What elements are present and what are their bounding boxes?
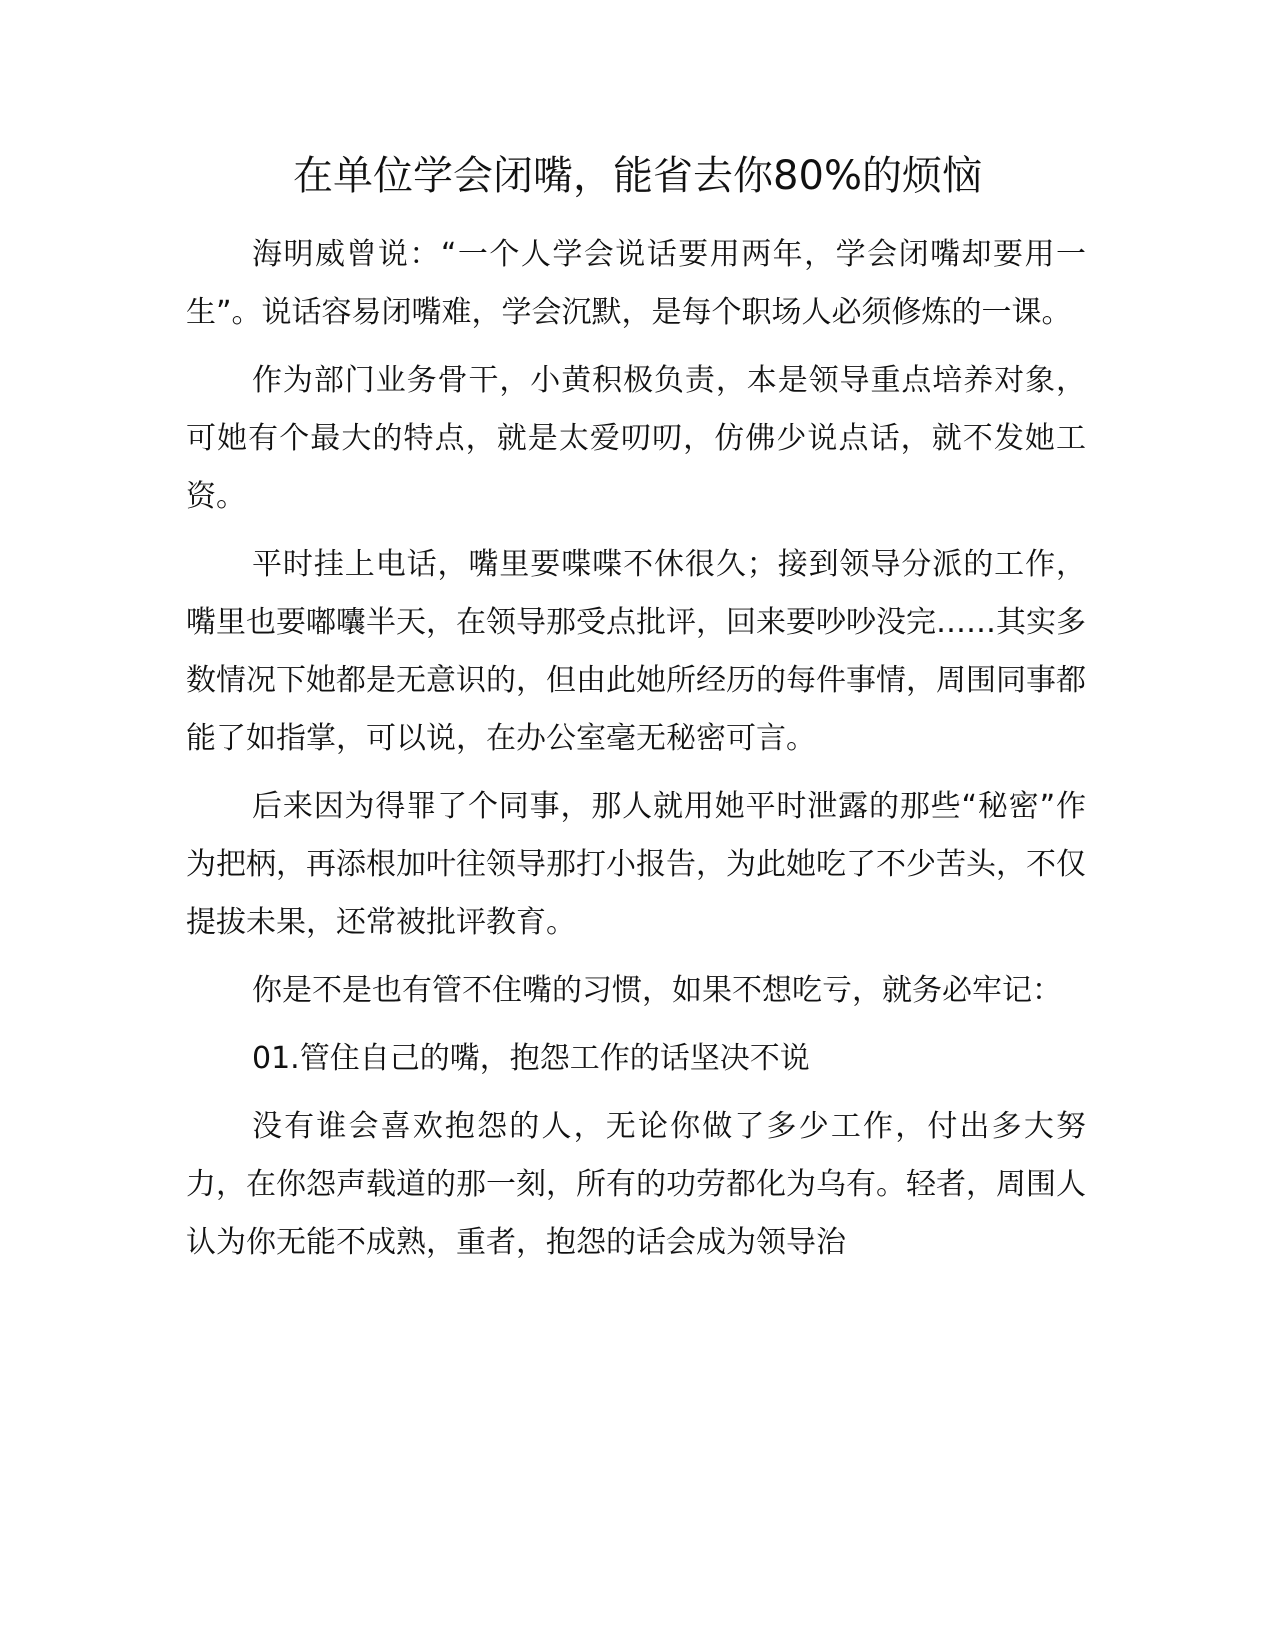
paragraph-reminder: 你是不是也有管不住嘴的习惯，如果不想吃亏，就务必牢记：: [252, 973, 1062, 1008]
paragraph-daily-chatter: 平时挂上电话，嘴里要喋喋不休很久；接到领导分派的工作，嘴里也要嘟囔半天，在领导那受点批评，回来要吵吵没完……其实多数情况下她都是无意识的，但由此她所经历的每件事情，周围同事都能了如指掌，可以说，在办公室毫无秘密可言。: [186, 547, 1086, 756]
section-heading-01: 01.管住自己的嘴，抱怨工作的话坚决不说: [252, 1041, 810, 1076]
document-body: [186, 226, 1086, 1282]
paragraph-complaints: 没有谁会喜欢抱怨的人，无论你做了多少工作，付出多大努力，在你怨声载道的那一刻，所有的功劳都化为乌有。轻者，周围人认为你无能不成熟，重者，抱怨的话会成为领导治: [186, 1109, 1086, 1260]
paragraph-consequence: 后来因为得罪了个同事，那人就用她平时泄露的那些“秘密”作为把柄，再添根加叶往领导那打小报告，为此她吃了不少苦头，不仅提拔未果，还常被批评教育。: [186, 789, 1086, 940]
document-title: 在单位学会闭嘴，能省去你80%的烦恼: [293, 153, 982, 199]
paragraph-hemingway-quote: 海明威曾说：“一个人学会说话要用两年，学会闭嘴却要用一生”。说话容易闭嘴难，学会沉默，是每个职场人必须修炼的一课。: [186, 237, 1086, 330]
paragraph-xiao-huang-intro: 作为部门业务骨干，小黄积极负责，本是领导重点培养对象，可她有个最大的特点，就是太爱叨叨，仿佛少说点话，就不发她工资。: [186, 363, 1086, 514]
